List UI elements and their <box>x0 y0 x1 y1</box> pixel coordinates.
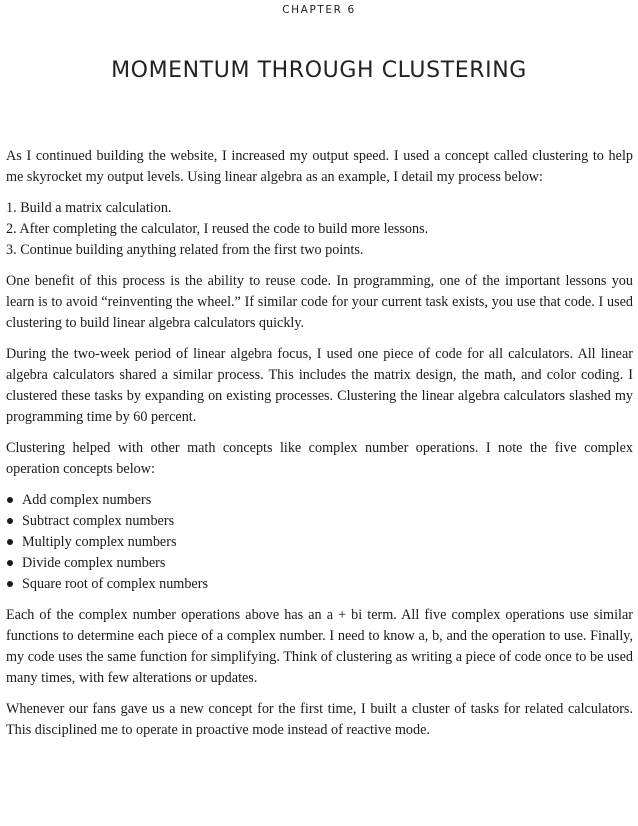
bullet-icon <box>7 560 13 566</box>
list-item-text: Multiply complex numbers <box>22 534 177 550</box>
list-item: 2. After completing the calculator, I reused the code to build more lessons. <box>6 221 429 237</box>
chapter-body <box>6 146 633 751</box>
list-item: 3. Continue building anything related from the first two points. <box>6 242 364 258</box>
list-item-text: Square root of complex numbers <box>22 576 208 592</box>
bullet-icon <box>7 497 13 503</box>
chapter-title: MOMENTUM THROUGH CLUSTERING <box>111 58 527 83</box>
bullet-icon <box>7 539 13 545</box>
list-item-text: Add complex numbers <box>22 492 152 508</box>
list-item <box>6 553 633 574</box>
list-item <box>6 574 633 595</box>
numbered-steps-list <box>6 198 633 261</box>
paragraph-complex-functions: Each of the complex number operations above has an a + bi term. All five complex operations use similar functions to determine each piece of a complex number. I need to know a, b, and the operation to use. Finally, my code uses the same function for simplifying. Think of clustering as writing a piece of code once to be used many times, with few alterations or updates. <box>6 607 633 686</box>
complex-operations-list <box>6 490 633 595</box>
list-item <box>6 532 633 553</box>
bullet-icon <box>7 581 13 587</box>
list-item <box>6 490 633 511</box>
list-item-text: Divide complex numbers <box>22 555 166 571</box>
bullet-icon <box>7 518 13 524</box>
list-item-text: Subtract complex numbers <box>22 513 175 529</box>
paragraph-linear-algebra: During the two-week period of linear algebra focus, I used one piece of code for all calculators. All linear algebra calculators shared a similar process. This includes the matrix design, the math, and color coding. I clustered these tasks by expanding on existing processes. Clustering the linear algebra calculators slashed my programming time by 60 percent. <box>6 346 633 425</box>
paragraph-proactive-mode: Whenever our fans gave us a new concept for the first time, I built a cluster of tasks for related calculators. This disciplined me to operate in proactive mode instead of reactive mode. <box>6 701 633 738</box>
list-item <box>6 511 633 532</box>
list-item: 1. Build a matrix calculation. <box>6 200 172 216</box>
paragraph-intro: As I continued building the website, I increased my output speed. I used a concept called clustering to help me skyrocket my output levels. Using linear algebra as an example, I detail my process below: <box>6 148 633 185</box>
paragraph-reuse-code: One benefit of this process is the ability to reuse code. In programming, one of the important lessons you learn is to avoid “reinventing the wheel.” If similar code for your current task exists, you use that code. I used clustering to build linear algebra calculators quickly. <box>6 273 633 331</box>
chapter-label: CHAPTER 6 <box>282 4 356 16</box>
paragraph-complex-intro: Clustering helped with other math concepts like complex number operations. I note the five complex operation concepts below: <box>6 440 633 477</box>
